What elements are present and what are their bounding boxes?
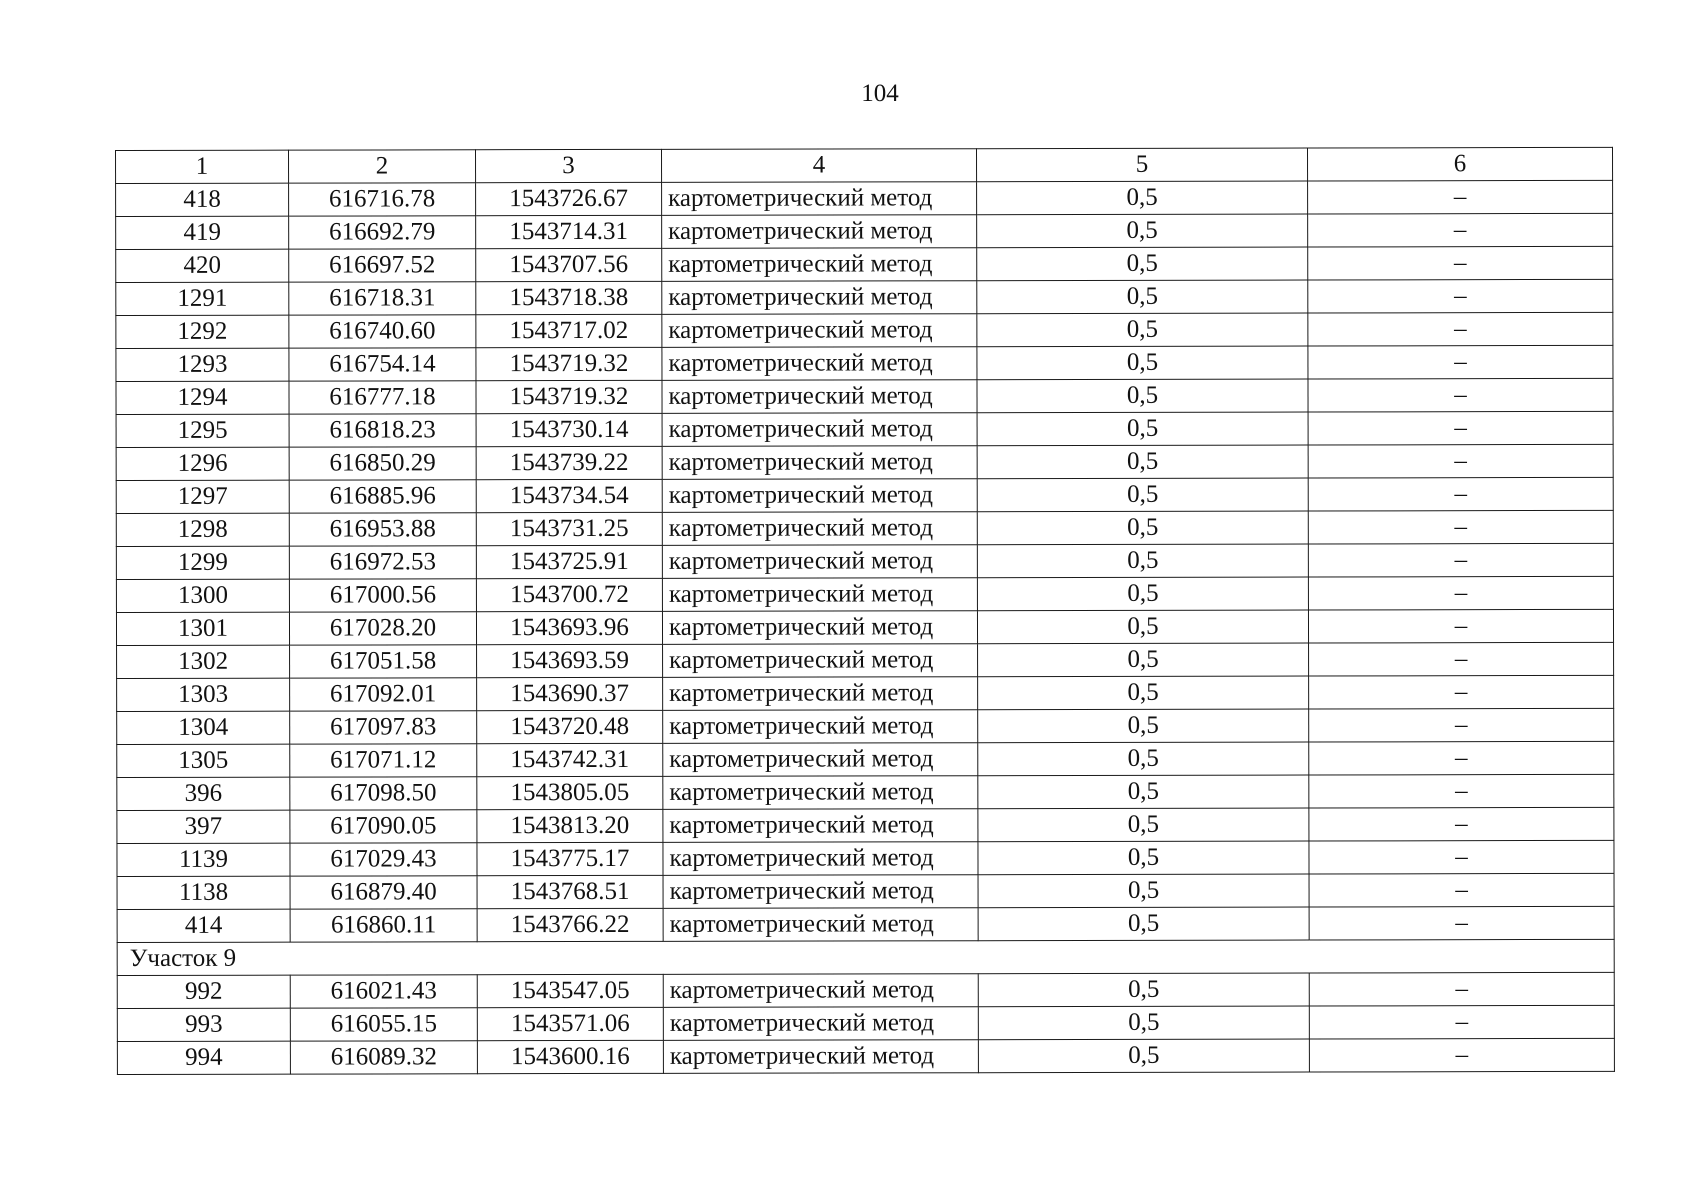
point-number-cell: 1138: [117, 876, 290, 909]
point-number-cell: 414: [117, 909, 290, 942]
note-cell: –: [1309, 642, 1614, 676]
note-cell: –: [1308, 180, 1613, 214]
y-coordinate-cell: 1543742.31: [477, 743, 663, 776]
section-row: [117, 939, 1614, 975]
page-number: 104: [861, 80, 899, 107]
point-number-cell: 1301: [116, 612, 289, 645]
x-coordinate-cell: 617029.43: [290, 843, 477, 876]
coordinates-table: [115, 147, 1615, 1075]
y-coordinate-cell: 1543725.91: [476, 545, 662, 578]
accuracy-cell: 0,5: [978, 874, 1309, 908]
method-cell: картометрический метод: [663, 842, 978, 876]
point-number-cell: 994: [117, 1041, 290, 1074]
accuracy-cell: 0,5: [977, 214, 1308, 248]
table-row: [117, 906, 1614, 942]
point-number-cell: 993: [117, 1008, 290, 1041]
point-number-cell: 418: [116, 183, 289, 216]
point-number-cell: 1303: [117, 678, 290, 711]
note-cell: –: [1309, 774, 1614, 808]
y-coordinate-cell: 1543734.54: [476, 479, 662, 512]
point-number-cell: 396: [117, 777, 290, 810]
y-coordinate-cell: 1543719.32: [476, 380, 662, 413]
method-cell: картометрический метод: [663, 908, 978, 942]
table-row: [116, 312, 1613, 348]
table-row: [117, 1038, 1614, 1074]
table-row: [116, 378, 1613, 414]
table-row: [117, 807, 1614, 843]
x-coordinate-cell: 616754.14: [289, 348, 476, 381]
x-coordinate-cell: 617097.83: [290, 711, 477, 744]
table-row: [117, 642, 1614, 678]
accuracy-cell: 0,5: [978, 907, 1309, 941]
accuracy-cell: 0,5: [977, 412, 1308, 446]
y-coordinate-cell: 1543731.25: [476, 512, 662, 545]
note-cell: –: [1308, 345, 1613, 379]
y-coordinate-cell: 1543690.37: [477, 677, 663, 710]
method-cell: картометрический метод: [663, 743, 978, 777]
note-cell: –: [1309, 1005, 1614, 1039]
accuracy-cell: 0,5: [978, 1039, 1309, 1073]
header-cell-1: 1: [116, 150, 289, 183]
accuracy-cell: 0,5: [977, 511, 1308, 545]
x-coordinate-cell: 616885.96: [289, 480, 476, 513]
table-row: [116, 246, 1613, 282]
point-number-cell: 1298: [116, 513, 289, 546]
accuracy-cell: 0,5: [978, 1006, 1309, 1040]
header-cell-5: 5: [976, 148, 1307, 182]
table-row: [116, 279, 1613, 315]
note-cell: –: [1308, 213, 1613, 247]
method-cell: картометрический метод: [662, 182, 977, 216]
x-coordinate-cell: 616850.29: [289, 447, 476, 480]
coordinates-table-body: [116, 147, 1615, 1074]
method-cell: картометрический метод: [663, 710, 978, 744]
note-cell: –: [1309, 741, 1614, 775]
method-cell: картометрический метод: [662, 512, 977, 546]
note-cell: –: [1308, 477, 1613, 511]
x-coordinate-cell: 616718.31: [289, 282, 476, 315]
method-cell: картометрический метод: [663, 809, 978, 843]
header-cell-4: 4: [661, 149, 976, 183]
x-coordinate-cell: 616818.23: [289, 414, 476, 447]
table-row: [116, 411, 1613, 447]
y-coordinate-cell: 1543693.59: [477, 644, 663, 677]
accuracy-cell: 0,5: [978, 841, 1309, 875]
point-number-cell: 1295: [116, 414, 289, 447]
accuracy-cell: 0,5: [977, 610, 1308, 644]
method-cell: картометрический метод: [662, 545, 977, 579]
x-coordinate-cell: 617028.20: [289, 612, 476, 645]
accuracy-cell: 0,5: [978, 775, 1309, 809]
x-coordinate-cell: 617000.56: [289, 579, 476, 612]
x-coordinate-cell: 616697.52: [289, 249, 476, 282]
note-cell: –: [1308, 543, 1613, 577]
x-coordinate-cell: 616692.79: [289, 216, 476, 249]
method-cell: картометрический метод: [662, 215, 977, 249]
x-coordinate-cell: 617098.50: [290, 777, 477, 810]
method-cell: картометрический метод: [663, 776, 978, 810]
x-coordinate-cell: 616860.11: [290, 909, 477, 942]
method-cell: картометрический метод: [662, 413, 977, 447]
y-coordinate-cell: 1543726.67: [476, 182, 662, 215]
header-row: [116, 147, 1613, 183]
table-row: [116, 609, 1613, 645]
x-coordinate-cell: 616740.60: [289, 315, 476, 348]
y-coordinate-cell: 1543766.22: [477, 908, 663, 941]
y-coordinate-cell: 1543714.31: [476, 215, 662, 248]
y-coordinate-cell: 1543700.72: [476, 578, 662, 611]
method-cell: картометрический метод: [662, 380, 977, 414]
method-cell: картометрический метод: [663, 1040, 978, 1074]
table-row: [116, 444, 1613, 480]
y-coordinate-cell: 1543813.20: [477, 809, 663, 842]
note-cell: –: [1308, 411, 1613, 445]
table-row: [116, 180, 1613, 216]
accuracy-cell: 0,5: [977, 577, 1308, 611]
accuracy-cell: 0,5: [978, 742, 1309, 776]
point-number-cell: 1139: [117, 843, 290, 876]
table-row: [117, 972, 1614, 1008]
method-cell: картометрический метод: [662, 347, 977, 381]
method-cell: картометрический метод: [663, 1007, 978, 1041]
section-title: Участок 9: [117, 939, 1614, 975]
accuracy-cell: 0,5: [977, 445, 1308, 479]
note-cell: –: [1308, 378, 1613, 412]
point-number-cell: 1293: [116, 348, 289, 381]
point-number-cell: 397: [117, 810, 290, 843]
note-cell: –: [1309, 972, 1614, 1006]
table-row: [116, 477, 1613, 513]
y-coordinate-cell: 1543775.17: [477, 842, 663, 875]
table-row: [116, 576, 1613, 612]
method-cell: картометрический метод: [662, 281, 977, 315]
x-coordinate-cell: 616953.88: [289, 513, 476, 546]
point-number-cell: 1292: [116, 315, 289, 348]
method-cell: картометрический метод: [663, 974, 978, 1008]
table-row: [117, 675, 1614, 711]
note-cell: –: [1308, 312, 1613, 346]
accuracy-cell: 0,5: [977, 247, 1308, 281]
header-cell-2: 2: [289, 150, 476, 183]
note-cell: –: [1308, 279, 1613, 313]
point-number-cell: 1302: [117, 645, 290, 678]
accuracy-cell: 0,5: [977, 379, 1308, 413]
table-row: [117, 1005, 1614, 1041]
point-number-cell: 992: [117, 975, 290, 1008]
point-number-cell: 1294: [116, 381, 289, 414]
table-row: [116, 345, 1613, 381]
y-coordinate-cell: 1543730.14: [476, 413, 662, 446]
accuracy-cell: 0,5: [978, 973, 1309, 1007]
method-cell: картометрический метод: [662, 314, 977, 348]
y-coordinate-cell: 1543693.96: [476, 611, 662, 644]
accuracy-cell: 0,5: [977, 280, 1308, 314]
header-cell-3: 3: [476, 149, 662, 182]
note-cell: –: [1308, 444, 1613, 478]
x-coordinate-cell: 617090.05: [290, 810, 477, 843]
y-coordinate-cell: 1543739.22: [476, 446, 662, 479]
note-cell: –: [1308, 576, 1613, 610]
x-coordinate-cell: 616021.43: [290, 975, 477, 1008]
x-coordinate-cell: 617071.12: [290, 744, 477, 777]
note-cell: –: [1309, 840, 1614, 874]
table-row: [117, 774, 1614, 810]
y-coordinate-cell: 1543547.05: [477, 974, 663, 1007]
y-coordinate-cell: 1543719.32: [476, 347, 662, 380]
method-cell: картометрический метод: [662, 446, 977, 480]
method-cell: картометрический метод: [663, 644, 978, 678]
accuracy-cell: 0,5: [977, 181, 1308, 215]
table-row: [116, 510, 1613, 546]
x-coordinate-cell: 616777.18: [289, 381, 476, 414]
note-cell: –: [1308, 510, 1613, 544]
accuracy-cell: 0,5: [977, 544, 1308, 578]
y-coordinate-cell: 1543805.05: [477, 776, 663, 809]
x-coordinate-cell: 616972.53: [289, 546, 476, 579]
x-coordinate-cell: 616055.15: [290, 1008, 477, 1041]
note-cell: –: [1309, 807, 1614, 841]
accuracy-cell: 0,5: [977, 346, 1308, 380]
table-row: [116, 543, 1613, 579]
y-coordinate-cell: 1543707.56: [476, 248, 662, 281]
y-coordinate-cell: 1543720.48: [477, 710, 663, 743]
accuracy-cell: 0,5: [977, 478, 1308, 512]
method-cell: картометрический метод: [663, 875, 978, 909]
method-cell: картометрический метод: [662, 479, 977, 513]
table-row: [116, 213, 1613, 249]
table-row: [117, 741, 1614, 777]
method-cell: картометрический метод: [662, 248, 977, 282]
y-coordinate-cell: 1543600.16: [477, 1040, 663, 1073]
point-number-cell: 420: [116, 249, 289, 282]
table-row: [117, 708, 1614, 744]
note-cell: –: [1309, 873, 1614, 907]
note-cell: –: [1308, 246, 1613, 280]
table-row: [117, 873, 1614, 909]
x-coordinate-cell: 617092.01: [290, 678, 477, 711]
note-cell: –: [1308, 609, 1613, 643]
method-cell: картометрический метод: [662, 611, 977, 645]
accuracy-cell: 0,5: [978, 676, 1309, 710]
accuracy-cell: 0,5: [978, 709, 1309, 743]
method-cell: картометрический метод: [662, 578, 977, 612]
x-coordinate-cell: 616716.78: [289, 183, 476, 216]
point-number-cell: 1305: [117, 744, 290, 777]
accuracy-cell: 0,5: [978, 808, 1309, 842]
note-cell: –: [1309, 1038, 1614, 1072]
x-coordinate-cell: 616879.40: [290, 876, 477, 909]
note-cell: –: [1309, 906, 1614, 940]
accuracy-cell: 0,5: [978, 643, 1309, 677]
y-coordinate-cell: 1543718.38: [476, 281, 662, 314]
y-coordinate-cell: 1543571.06: [477, 1007, 663, 1040]
point-number-cell: 1296: [116, 447, 289, 480]
note-cell: –: [1309, 675, 1614, 709]
note-cell: –: [1309, 708, 1614, 742]
accuracy-cell: 0,5: [977, 313, 1308, 347]
method-cell: картометрический метод: [663, 677, 978, 711]
y-coordinate-cell: 1543768.51: [477, 875, 663, 908]
table-row: [117, 840, 1614, 876]
x-coordinate-cell: 617051.58: [290, 645, 477, 678]
x-coordinate-cell: 616089.32: [290, 1041, 477, 1074]
point-number-cell: 1304: [117, 711, 290, 744]
point-number-cell: 419: [116, 216, 289, 249]
header-cell-6: 6: [1307, 147, 1612, 181]
point-number-cell: 1299: [116, 546, 289, 579]
y-coordinate-cell: 1543717.02: [476, 314, 662, 347]
point-number-cell: 1300: [116, 579, 289, 612]
point-number-cell: 1291: [116, 282, 289, 315]
point-number-cell: 1297: [116, 480, 289, 513]
